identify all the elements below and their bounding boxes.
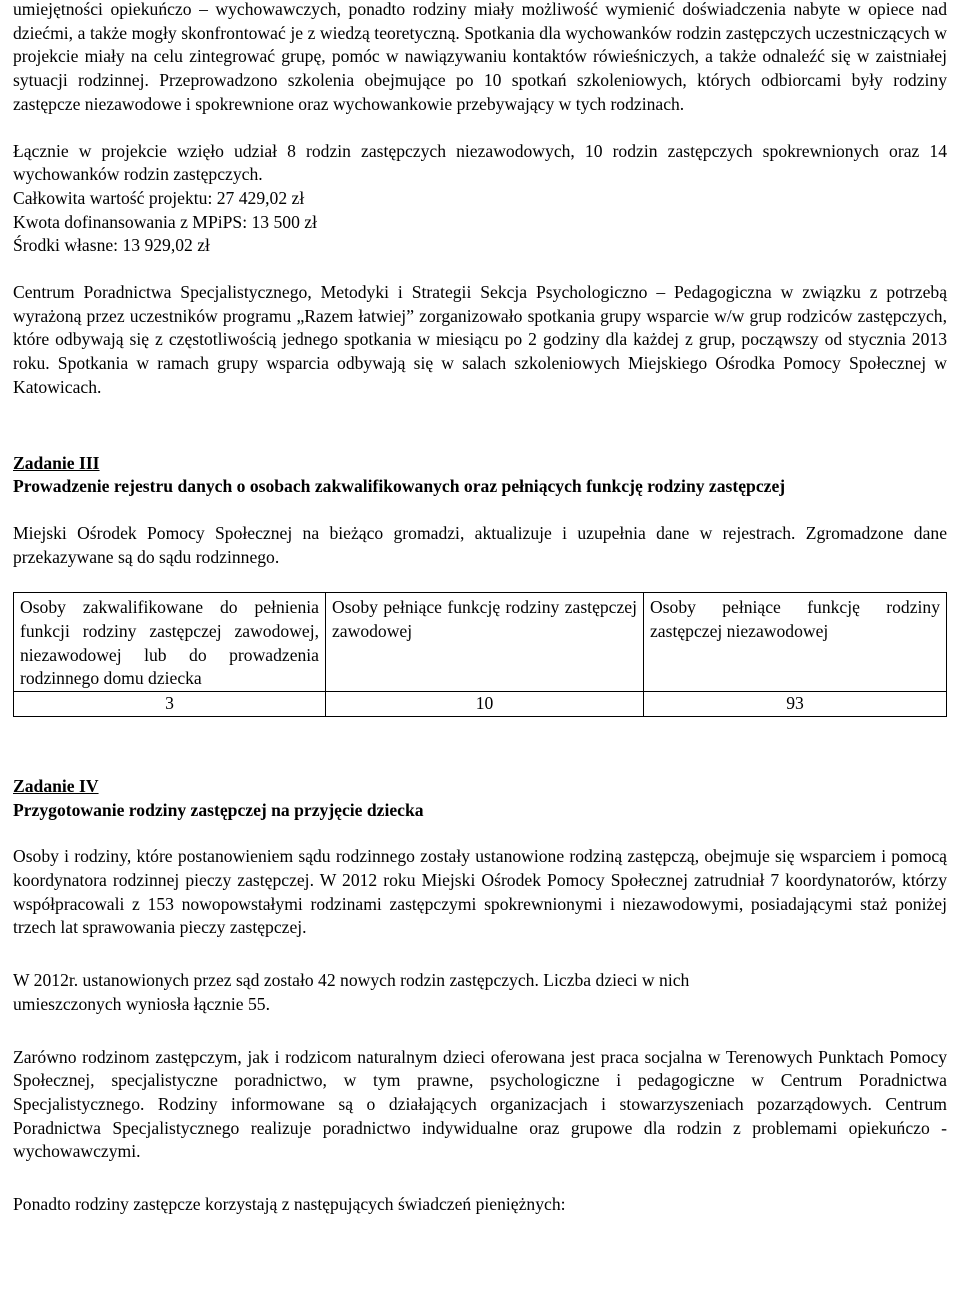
task4-paragraph-4: Ponadto rodziny zastępcze korzystają z następujących świadczeń pieniężnych:	[13, 1194, 566, 1215]
task4-paragraph-3: Zarówno rodzinom zastępczym, jak i rodzicom naturalnym dzieci oferowana jest praca socjalna w Terenowych Punktach Pomocy Społecznej, specjalistyczne poradnictwo, w tym prawne, psychologiczne i pedagogiczne w Centrum Poradnictwa Specjalistycznego. Rodziny informowane są o działających organizacjach i stowarzyszeniach pozarządowych. Centrum Poradnictwa Specjalistycznego realizuje poradnictwo indywidualne oraz grupowe dla rodzin z problemami opiekuńczo - wychowawczymi.	[13, 1046, 947, 1162]
task3-label: Zadanie III	[13, 452, 100, 473]
task4-paragraph-2-line-1: W 2012r. ustanowionych przez sąd zostało 42 nowych rodzin zastępczych. Liczba dzieci w nich	[13, 970, 690, 991]
centrum-paragraph: Centrum Poradnictwa Specjalistycznego, Metodyki i Strategii Sekcja Psychologiczno – Pedagogiczna w związku z potrzebą wyrażoną przez uczestników programu „Razem łatwiej” zorganizowało spotkania grupy wsparcie w/w grup rodziców zastępczych, które odbywają się z częstotliwością jednego spotkania w miesiącu po 2 godziny dla każdej z grup, począwszy od stycznia 2013 roku. Spotkania w ramach grupy wsparcia odbywają się w salach szkoleniowych Miejskiego Ośrodka Pomocy Społecznej w Katowicach.	[13, 282, 947, 397]
own-funds: Środki własne: 13 929,02 zł	[13, 235, 210, 256]
total-value: Całkowita wartość projektu: 27 429,02 zł	[13, 187, 305, 208]
header-professional: Osoby pełniące funkcję rodziny zastępczej zawodowej	[326, 593, 644, 692]
register-table	[13, 592, 947, 717]
task4-label: Zadanie IV	[13, 775, 99, 796]
task4-paragraph-1: Osoby i rodziny, które postanowieniem sądu rodzinnego zostały ustanowione rodziną zastępczą, obejmuje się wsparciem i pomocą koordynatora rodzinnej pieczy zastępczej. W 2012 roku Miejski Ośrodek Pomocy Społecznej zatrudniał 7 koordynatorów, którzy współpracowali z 153 nowopowstałymi rodzinami zastępczymi spokrewnionymi i niezawodowymi, posiadającymi staż poniżej trzech lat sprawowania pieczy zastępczej.	[13, 846, 947, 938]
table-row	[14, 692, 947, 717]
task3-title: Prowadzenie rejestru danych o osobach zakwalifikowanych oraz pełniących funkcję rodziny zastępczej	[13, 476, 786, 497]
task4-paragraph-2-line-2: umieszczonych wyniosła łącznie 55.	[13, 993, 270, 1014]
document-page	[13, 0, 947, 1217]
value-qualified: 3	[14, 692, 326, 717]
header-nonprofessional: Osoby pełniące funkcję rodziny zastępczej niezawodowej	[644, 593, 947, 692]
funding-amount: Kwota dofinansowania z MPiPS: 13 500 zł	[13, 211, 317, 232]
intro-paragraph	[13, 0, 947, 117]
task4-title: Przygotowanie rodziny zastępczej na przyjęcie dziecka	[13, 799, 424, 820]
value-professional: 10	[326, 692, 644, 717]
intro-text-1: umiejętności opiekuńczo – wychowawczych, ponadto rodziny miały możliwość wymienić doświadczenia nabyte w opiece nad dziećmi, a także mogły skonfrontować je z wiedzą teoretyczną.	[13, 0, 947, 43]
task3-text: Miejski Ośrodek Pomocy Społecznej na bieżąco gromadzi, aktualizuje i uzupełnia dane w rejestrach. Zgromadzone dane przekazywane są do sądu rodzinnego.	[13, 522, 947, 567]
intro-text-3: Przeprowadzono szkolenia obejmujące po 10 spotkań szkoleniowych, których odbiorcami były rodziny zastępcze niezawodowe i spokrewnione oraz wychowankowie przebywający w tych rodzinach.	[13, 70, 947, 114]
value-nonprofessional: 93	[644, 692, 947, 717]
intro-text-2: Spotkania dla wychowanków rodzin zastępczych uczestniczących w projekcie miały na celu zintegrować grupę, pomóc w nawiązywaniu kontaktów rówieśniczych, a także odnaleźć się w zaistniałej sytuacji rodzinnej.	[13, 22, 947, 91]
table-header-row	[14, 593, 947, 692]
participants-paragraph: Łącznie w projekcie wzięło udział 8 rodzin zastępczych niezawodowych, 10 rodzin zastępczych spokrewnionych oraz 14 wychowanków rodzin zastępczych.	[13, 140, 947, 185]
header-qualified: Osoby zakwalifikowane do pełnienia funkcji rodziny zastępczej zawodowej, niezawodowej lub do prowadzenia rodzinnego domu dziecka	[14, 593, 326, 692]
